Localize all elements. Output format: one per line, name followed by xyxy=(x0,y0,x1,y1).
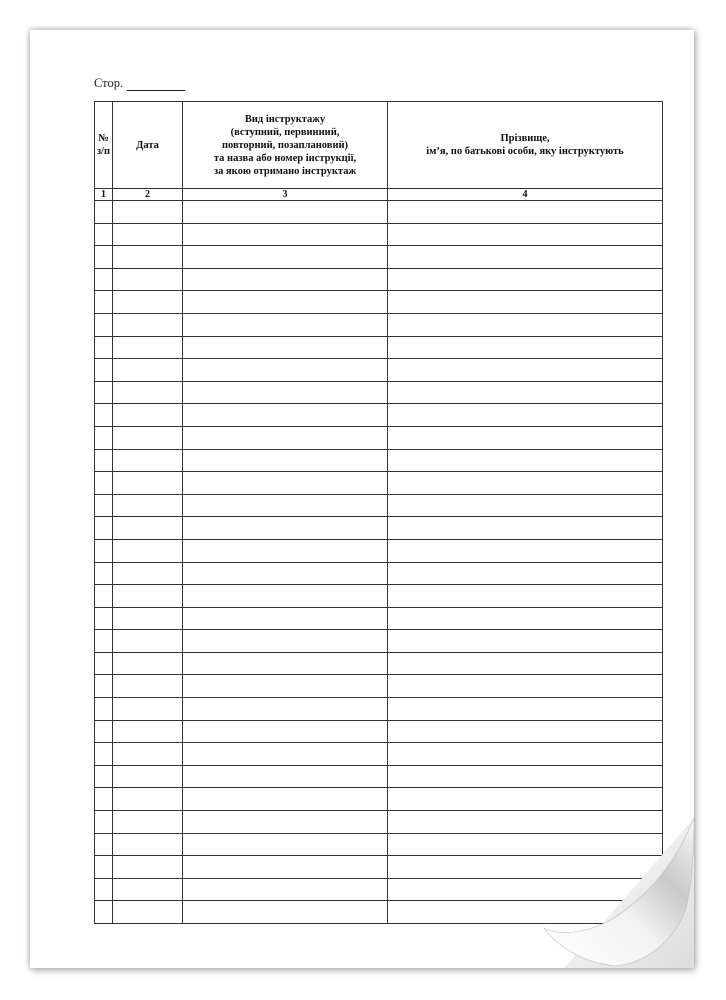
col-header-full-name: Прізвище, ім’я, по батькові особи, яку інструктують xyxy=(388,102,663,189)
instruction-type-cell[interactable] xyxy=(183,788,388,811)
date-cell[interactable] xyxy=(113,472,183,495)
number-cell[interactable] xyxy=(95,426,113,449)
number-cell[interactable] xyxy=(95,494,113,517)
table-row xyxy=(95,336,663,359)
full-name-cell[interactable] xyxy=(388,652,663,675)
date-cell[interactable] xyxy=(113,381,183,404)
instruction-type-cell[interactable] xyxy=(183,517,388,540)
full-name-cell[interactable] xyxy=(388,223,663,246)
date-cell[interactable] xyxy=(113,404,183,427)
full-name-cell[interactable] xyxy=(388,517,663,540)
table-row xyxy=(95,630,663,653)
date-cell[interactable] xyxy=(113,359,183,382)
instruction-type-cell[interactable] xyxy=(183,246,388,269)
table-row xyxy=(95,675,663,698)
table-row xyxy=(95,268,663,291)
date-cell[interactable] xyxy=(113,856,183,879)
full-name-cell[interactable] xyxy=(388,359,663,382)
instruction-type-cell[interactable] xyxy=(183,562,388,585)
full-name-cell[interactable] xyxy=(388,720,663,743)
full-name-cell[interactable] xyxy=(388,246,663,269)
table-row xyxy=(95,517,663,540)
instruction-type-cell[interactable] xyxy=(183,607,388,630)
page-curl-corner xyxy=(524,778,694,968)
instruction-type-cell[interactable] xyxy=(183,494,388,517)
full-name-cell[interactable] xyxy=(388,268,663,291)
date-cell[interactable] xyxy=(113,811,183,834)
table-row xyxy=(95,246,663,269)
number-cell[interactable] xyxy=(95,336,113,359)
number-cell[interactable] xyxy=(95,698,113,721)
date-cell[interactable] xyxy=(113,720,183,743)
number-cell[interactable] xyxy=(95,381,113,404)
number-cell[interactable] xyxy=(95,720,113,743)
table-row xyxy=(95,472,663,495)
date-cell[interactable] xyxy=(113,494,183,517)
instruction-type-cell[interactable] xyxy=(183,856,388,879)
full-name-cell[interactable] xyxy=(388,336,663,359)
table-row xyxy=(95,291,663,314)
table-row xyxy=(95,562,663,585)
column-number-row xyxy=(95,189,663,201)
number-cell[interactable] xyxy=(95,901,113,924)
number-cell[interactable] xyxy=(95,811,113,834)
full-name-cell[interactable] xyxy=(388,539,663,562)
column-number-2: 2 xyxy=(113,189,183,201)
full-name-cell[interactable] xyxy=(388,426,663,449)
instruction-type-cell[interactable] xyxy=(183,765,388,788)
instruction-type-cell[interactable] xyxy=(183,201,388,224)
number-cell[interactable] xyxy=(95,313,113,336)
number-cell[interactable] xyxy=(95,878,113,901)
date-cell[interactable] xyxy=(113,607,183,630)
column-number-4: 4 xyxy=(388,189,663,201)
date-cell[interactable] xyxy=(113,833,183,856)
table-row xyxy=(95,223,663,246)
number-cell[interactable] xyxy=(95,607,113,630)
date-cell[interactable] xyxy=(113,765,183,788)
number-cell[interactable] xyxy=(95,359,113,382)
number-cell[interactable] xyxy=(95,652,113,675)
date-cell[interactable] xyxy=(113,449,183,472)
table-row xyxy=(95,539,663,562)
date-cell[interactable] xyxy=(113,313,183,336)
date-cell[interactable] xyxy=(113,788,183,811)
number-cell[interactable] xyxy=(95,743,113,766)
col-header-number: № з/п xyxy=(95,102,113,189)
date-cell[interactable] xyxy=(113,675,183,698)
instruction-type-cell[interactable] xyxy=(183,878,388,901)
full-name-cell[interactable] xyxy=(388,472,663,495)
table-row xyxy=(95,201,663,224)
number-cell[interactable] xyxy=(95,675,113,698)
number-cell[interactable] xyxy=(95,585,113,608)
number-cell[interactable] xyxy=(95,856,113,879)
instruction-type-cell[interactable] xyxy=(183,652,388,675)
full-name-cell[interactable] xyxy=(388,607,663,630)
date-cell[interactable] xyxy=(113,517,183,540)
date-cell[interactable] xyxy=(113,630,183,653)
number-cell[interactable] xyxy=(95,765,113,788)
col-header-instruction-type: Вид інструктажу (вступний, первинний, повторний, позаплановий) та назва або номер інструкції, за якою отримано інструктаж xyxy=(183,102,388,189)
instruction-type-cell[interactable] xyxy=(183,336,388,359)
table-row xyxy=(95,359,663,382)
date-cell[interactable] xyxy=(113,268,183,291)
full-name-cell[interactable] xyxy=(388,630,663,653)
full-name-cell[interactable] xyxy=(388,291,663,314)
number-cell[interactable] xyxy=(95,201,113,224)
column-number-3: 3 xyxy=(183,189,388,201)
instruction-type-cell[interactable] xyxy=(183,743,388,766)
number-cell[interactable] xyxy=(95,404,113,427)
number-cell[interactable] xyxy=(95,223,113,246)
number-cell[interactable] xyxy=(95,630,113,653)
date-cell[interactable] xyxy=(113,223,183,246)
column-number-1: 1 xyxy=(95,189,113,201)
table-row xyxy=(95,698,663,721)
date-cell[interactable] xyxy=(113,901,183,924)
instruction-type-cell[interactable] xyxy=(183,223,388,246)
number-cell[interactable] xyxy=(95,472,113,495)
full-name-cell[interactable] xyxy=(388,449,663,472)
date-cell[interactable] xyxy=(113,291,183,314)
table-row xyxy=(95,743,663,766)
full-name-cell[interactable] xyxy=(388,201,663,224)
table-row xyxy=(95,720,663,743)
page-number-field xyxy=(94,76,185,91)
date-cell[interactable] xyxy=(113,652,183,675)
instruction-type-cell[interactable] xyxy=(183,585,388,608)
instruction-type-cell[interactable] xyxy=(183,291,388,314)
instruction-type-cell[interactable] xyxy=(183,833,388,856)
table-row xyxy=(95,381,663,404)
date-cell[interactable] xyxy=(113,539,183,562)
instruction-type-cell[interactable] xyxy=(183,268,388,291)
full-name-cell[interactable] xyxy=(388,743,663,766)
number-cell[interactable] xyxy=(95,539,113,562)
full-name-cell[interactable] xyxy=(388,698,663,721)
table-row xyxy=(95,449,663,472)
date-cell[interactable] xyxy=(113,246,183,269)
number-cell[interactable] xyxy=(95,517,113,540)
instruction-type-cell[interactable] xyxy=(183,359,388,382)
instruction-type-cell[interactable] xyxy=(183,313,388,336)
instruction-type-cell[interactable] xyxy=(183,539,388,562)
number-cell[interactable] xyxy=(95,833,113,856)
date-cell[interactable] xyxy=(113,878,183,901)
number-cell[interactable] xyxy=(95,562,113,585)
table-row xyxy=(95,607,663,630)
table-row xyxy=(95,313,663,336)
full-name-cell[interactable] xyxy=(388,404,663,427)
instruction-type-cell[interactable] xyxy=(183,630,388,653)
table-row xyxy=(95,426,663,449)
date-cell[interactable] xyxy=(113,698,183,721)
col-header-date: Дата xyxy=(113,102,183,189)
table-row xyxy=(95,585,663,608)
table-row xyxy=(95,404,663,427)
instruction-type-cell[interactable] xyxy=(183,449,388,472)
date-cell[interactable] xyxy=(113,562,183,585)
number-cell[interactable] xyxy=(95,788,113,811)
page-number-blank[interactable] xyxy=(127,79,185,91)
full-name-cell[interactable] xyxy=(388,381,663,404)
full-name-cell[interactable] xyxy=(388,494,663,517)
instruction-type-cell[interactable] xyxy=(183,404,388,427)
instruction-type-cell[interactable] xyxy=(183,675,388,698)
journal-page xyxy=(30,30,694,968)
instruction-type-cell[interactable] xyxy=(183,472,388,495)
full-name-cell[interactable] xyxy=(388,562,663,585)
date-cell[interactable] xyxy=(113,426,183,449)
instruction-type-cell[interactable] xyxy=(183,901,388,924)
date-cell[interactable] xyxy=(113,201,183,224)
number-cell[interactable] xyxy=(95,246,113,269)
instruction-type-cell[interactable] xyxy=(183,811,388,834)
instruction-type-cell[interactable] xyxy=(183,720,388,743)
number-cell[interactable] xyxy=(95,268,113,291)
date-cell[interactable] xyxy=(113,336,183,359)
instruction-type-cell[interactable] xyxy=(183,381,388,404)
full-name-cell[interactable] xyxy=(388,675,663,698)
full-name-cell[interactable] xyxy=(388,585,663,608)
date-cell[interactable] xyxy=(113,743,183,766)
page-number-label: Стор. xyxy=(94,76,124,90)
number-cell[interactable] xyxy=(95,449,113,472)
instruction-type-cell[interactable] xyxy=(183,698,388,721)
table-row xyxy=(95,494,663,517)
table-header-row xyxy=(95,102,663,189)
instruction-type-cell[interactable] xyxy=(183,426,388,449)
number-cell[interactable] xyxy=(95,291,113,314)
table-row xyxy=(95,652,663,675)
date-cell[interactable] xyxy=(113,585,183,608)
full-name-cell[interactable] xyxy=(388,313,663,336)
